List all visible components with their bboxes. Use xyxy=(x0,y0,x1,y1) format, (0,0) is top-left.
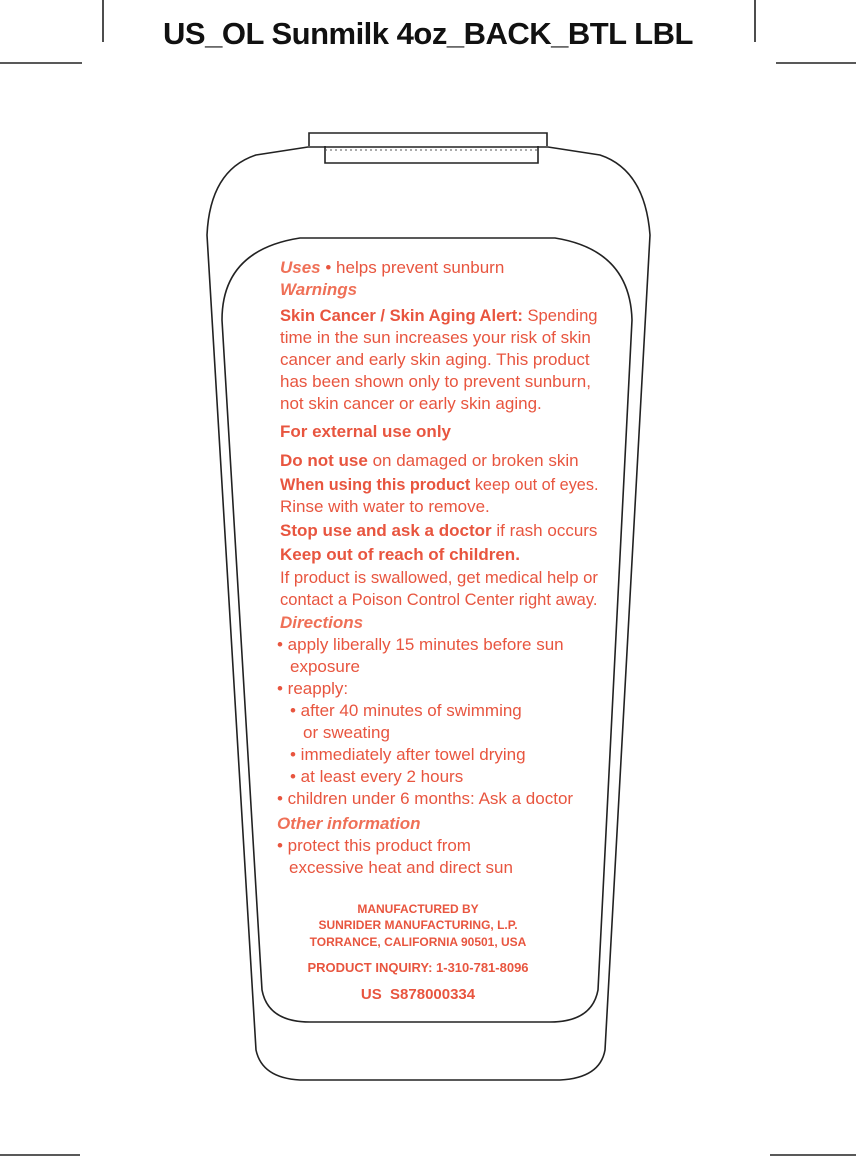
warnings-heading: Warnings xyxy=(280,280,358,299)
external-use: For external use only xyxy=(280,422,451,441)
skin-alert-line-5: not skin cancer or early skin aging. xyxy=(280,394,542,413)
manufacturer-line-3: TORRANCE, CALIFORNIA 90501, USA xyxy=(309,935,527,949)
swallowed-line-2: contact a Poison Control Center right away. xyxy=(280,590,598,609)
keep-out-line: Keep out of reach of children. xyxy=(280,545,520,564)
when-using-bold: When using this product xyxy=(280,475,471,494)
stop-use-bold: Stop use and ask a doctor xyxy=(280,521,492,540)
skin-alert-line-1 xyxy=(280,305,598,327)
do-not-use-bold: Do not use xyxy=(280,451,368,470)
uses-heading: Uses xyxy=(280,258,321,277)
rinse-line: Rinse with water to remove. xyxy=(280,497,490,516)
skin-alert-line-4: has been shown only to prevent sunburn, xyxy=(280,372,591,391)
direction-2c: • at least every 2 hours xyxy=(290,767,464,786)
swallowed-line-1: If product is swallowed, get medical help or xyxy=(280,568,598,587)
skin-alert-text-1: Spending xyxy=(527,306,598,325)
other-info-2: excessive heat and direct sun xyxy=(289,858,513,877)
product-inquiry: PRODUCT INQUIRY: 1-310-781-8096 xyxy=(307,960,529,975)
manufacturer-line-1: MANUFACTURED BY xyxy=(357,902,479,916)
skin-alert-line-3: cancer and early skin aging. This product xyxy=(280,350,590,369)
do-not-use-line xyxy=(280,450,579,472)
direction-2b: • immediately after towel drying xyxy=(290,745,526,764)
stop-use-line xyxy=(280,520,597,542)
direction-2: • reapply: xyxy=(277,679,349,698)
uses-line xyxy=(280,257,504,279)
direction-1a: • apply liberally 15 minutes before sun xyxy=(277,635,564,654)
do-not-use-text: on damaged or broken skin xyxy=(372,451,579,470)
skin-alert-bold: Skin Cancer / Skin Aging Alert: xyxy=(280,306,523,325)
skin-alert-line-2: time in the sun increases your risk of skin xyxy=(280,328,591,347)
when-using-text: keep out of eyes. xyxy=(474,475,599,494)
directions-heading: Directions xyxy=(280,613,364,632)
direction-2a-2: or sweating xyxy=(303,723,390,742)
direction-3: • children under 6 months: Ask a doctor xyxy=(277,789,574,808)
page-title: US_OL Sunmilk 4oz_BACK_BTL LBL xyxy=(163,16,693,51)
uses-text: • helps prevent sunburn xyxy=(325,258,505,277)
direction-2a-1: • after 40 minutes of swimming xyxy=(290,701,522,720)
stop-use-text: if rash occurs xyxy=(496,521,598,540)
other-info-heading: Other information xyxy=(277,814,421,833)
other-info-1: • protect this product from xyxy=(277,836,471,855)
when-using-line xyxy=(280,474,598,496)
product-code: US S878000334 xyxy=(360,986,476,1003)
manufacturer-line-2: SUNRIDER MANUFACTURING, L.P. xyxy=(318,918,518,932)
direction-1b: exposure xyxy=(290,657,360,676)
